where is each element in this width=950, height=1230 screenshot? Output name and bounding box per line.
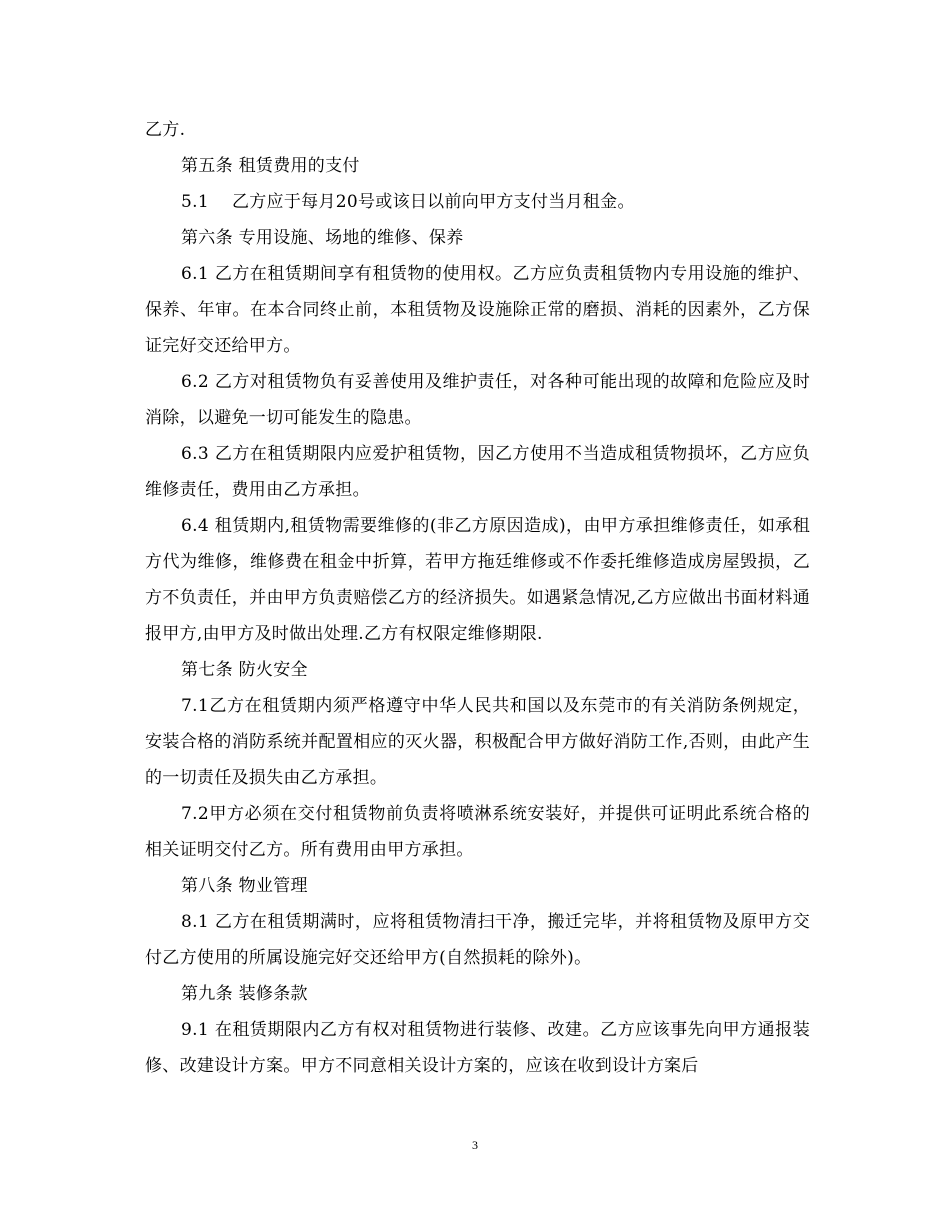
document-body [145,112,810,1084]
clause-7-1: 7.1乙方在租赁期内须严格遵守中华人民共和国以及东莞市的有关消防条例规定，安装合格的消防系统并配置相应的灭火器，积极配合甲方做好消防工作,否则，由此产生的一切责任及损失由乙方承担。 [145,696,810,788]
article-5-heading: 第五条 租赁费用的支付 [181,156,360,176]
paragraph-continuation: 乙方. [145,120,186,140]
page-number: 3 [472,1138,478,1152]
clause-6-1: 6.1 乙方在租赁期间享有租赁物的使用权。乙方应负责租赁物内专用设施的维护、保养、年审。在本合同终止前，本租赁物及设施除正常的磨损、消耗的因素外，乙方保证完好交还给甲方。 [145,264,810,356]
clause-5-1: 5.1 乙方应于每月20号或该日以前向甲方支付当月租金。 [181,192,635,212]
clause-8-1: 8.1 乙方在租赁期满时，应将租赁物清扫干净，搬迁完毕，并将租赁物及原甲方交付乙方使用的所属设施完好交还给甲方(自然损耗的除外)。 [145,912,810,968]
clause-9-1: 9.1 在租赁期限内乙方有权对租赁物进行装修、改建。乙方应该事先向甲方通报装修、改建设计方案。甲方不同意相关设计方案的，应该在收到设计方案后 [145,1020,810,1076]
article-9-heading: 第九条 装修条款 [181,984,308,1004]
clause-6-2: 6.2 乙方对租赁物负有妥善使用及维护责任，对各种可能出现的故障和危险应及时消除，以避免一切可能发生的隐患。 [145,372,810,428]
article-7-heading: 第七条 防火安全 [181,660,308,680]
clause-6-3: 6.3 乙方在租赁期限内应爱护租赁物，因乙方使用不当造成租赁物损坏，乙方应负维修责任，费用由乙方承担。 [145,444,810,500]
clause-6-4: 6.4 租赁期内,租赁物需要维修的(非乙方原因造成)，由甲方承担维修责任，如承租方代为维修，维修费在租金中折算，若甲方拖廷维修或不作委托维修造成房屋毁损，乙方不负责任，并由甲方负责赔偿乙方的经济损失。如遇紧急情况,乙方应做出书面材料通报甲方,由甲方及时做出处理.乙方有权限定维修期限. [145,516,810,644]
clause-7-2: 7.2甲方必须在交付租赁物前负责将喷淋系统安装好，并提供可证明此系统合格的相关证明交付乙方。所有费用由甲方承担。 [145,804,810,860]
article-6-heading: 第六条 专用设施、场地的维修、保养 [181,228,464,248]
article-8-heading: 第八条 物业管理 [181,876,308,896]
